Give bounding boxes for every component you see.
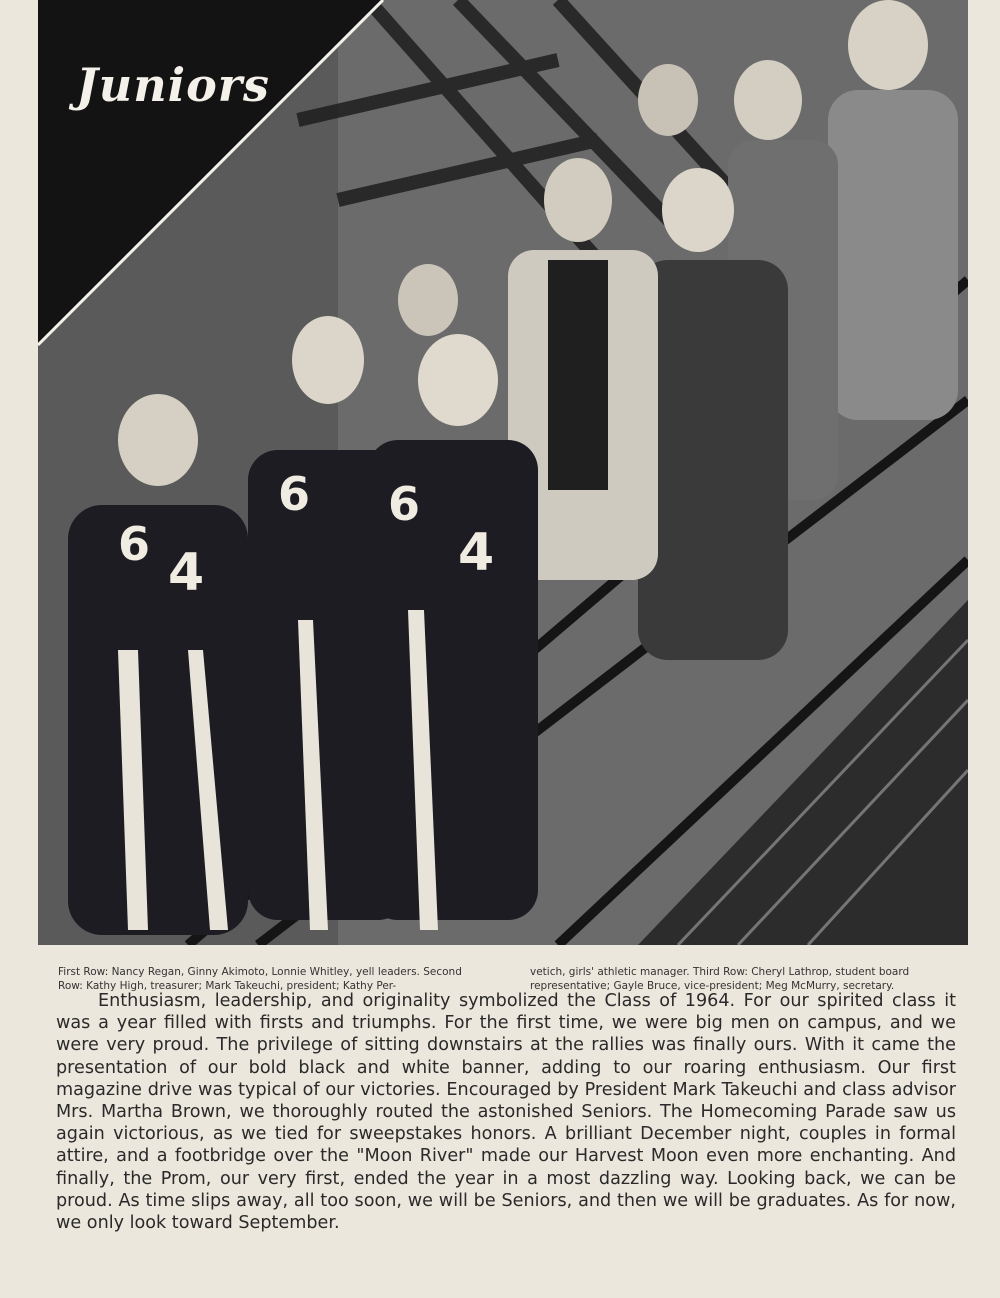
photo-caption-right: vetich, girls' athletic manager. Third Row: Cheryl Lathrop, student board representative; Gayle Bruce, vice-president; Meg McMurry, secretary. — [530, 966, 910, 992]
svg-text:6: 6 — [278, 467, 311, 521]
body-paragraph: Enthusiasm, leadership, and originality symbolized the Class of 1964. For our spirited class it was a year filled with firsts and triumphs. For the first time, we were big men on campus, and we were very proud. The privilege of sitting downstairs at the rallies was finally ours. With it came the presentation of our bold black and white banner, adding to our roaring enthusiasm. Our first magazine drive was typical of our victories. Encouraged by President Mark Takeuchi and class advisor Mrs. Martha Brown, we thoroughly routed the astonished Seniors. The Homecoming Parade saw us again victorious, as we tied for sweepstakes honors. A brilliant December night, couples in formal attire, and a footbridge over the "Moon River" made our Harvest Moon even more enchanting. And finally, the Prom, our very first, ended the year in a most dazzling way. Looking back, we can be proud. As time slips away, all too soon, we will be Seniors, and then we will be graduates. As for now, we only look toward September. — [56, 991, 956, 1234]
svg-text:6: 6 — [388, 477, 421, 531]
svg-text:4: 4 — [168, 543, 205, 603]
svg-text:4: 4 — [458, 523, 495, 583]
photo-caption-left: First Row: Nancy Regan, Ginny Akimoto, Lonnie Whitley, yell leaders. Second Row: Kathy High, treasurer; Mark Takeuchi, president; Kathy Per- — [58, 966, 462, 992]
staircase-photo-illustration — [38, 0, 968, 945]
class-officers-photo — [38, 0, 968, 945]
svg-text:6: 6 — [118, 517, 151, 571]
page-title: Juniors — [76, 58, 270, 112]
